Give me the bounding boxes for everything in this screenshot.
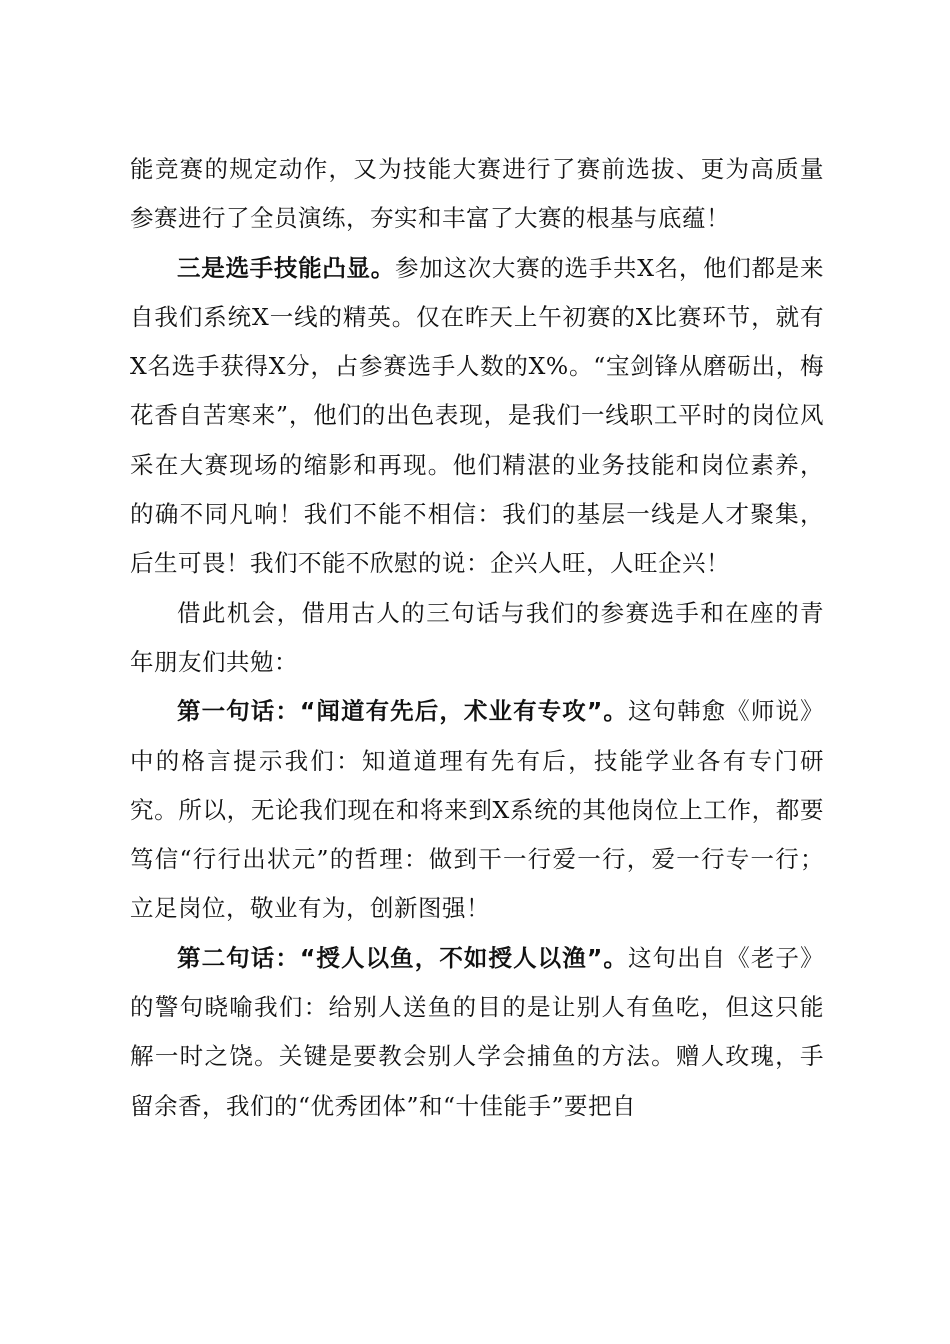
paragraph-intro-quotes <box>130 589 824 688</box>
paragraph-body: 借此机会，借用古人的三句话与我们的参赛选手和在座的青年朋友们共勉： <box>130 598 824 676</box>
paragraph-heading: 第二句话：“授人以鱼，不如授人以渔”。 <box>177 943 628 972</box>
paragraph-body: 这句韩愈《师说》中的格言提示我们：知道道理有先有后，技能学业各有专门研究。所以，无论我们现在和将来到X系统的其他岗位上工作，都要笃信“行行出状元”的哲理：做到干一行爱一行，爱一行专一行；立足岗位，敬业有为，创新图强！ <box>130 697 825 923</box>
paragraph-first-quote <box>130 687 824 933</box>
paragraph-body: 参加这次大赛的选手共X名，他们都是来自我们系统X一线的精英。仅在昨天上午初赛的X比赛环节，就有X名选手获得X分，占参赛选手人数的X%。“宝剑锋从磨砺出，梅花香自苦寒来”，他们的出色表现，是我们一线职工平时的岗位风采在大赛现场的缩影和再现。他们精湛的业务技能和岗位素养，的确不同凡响！我们不能不相信：我们的基层一线是人才聚集，后生可畏！我们不能不欣慰的说：企兴人旺，人旺企兴！ <box>130 253 824 578</box>
paragraph-body: 能竞赛的规定动作，又为技能大赛进行了赛前选拔、更为高质量参赛进行了全员演练，夯实和丰富了大赛的根基与底蕴！ <box>130 155 824 233</box>
paragraph-heading: 第一句话：“闻道有先后，术业有专攻”。 <box>177 697 628 726</box>
paragraph-second-quote <box>130 934 824 1131</box>
paragraph-continuation <box>130 145 824 244</box>
document-page <box>130 145 824 1131</box>
paragraph-heading: 三是选手技能凸显。 <box>177 253 395 282</box>
paragraph-contestant-skills <box>130 244 824 589</box>
paragraph-body: 这句出自《老子》的警句晓喻我们：给别人送鱼的目的是让别人有鱼吃，但这只能解一时之饶。关键是要教会别人学会捕鱼的方法。赠人玫瑰，手留余香，我们的“优秀团体”和“十佳能手”要把自 <box>130 943 825 1120</box>
